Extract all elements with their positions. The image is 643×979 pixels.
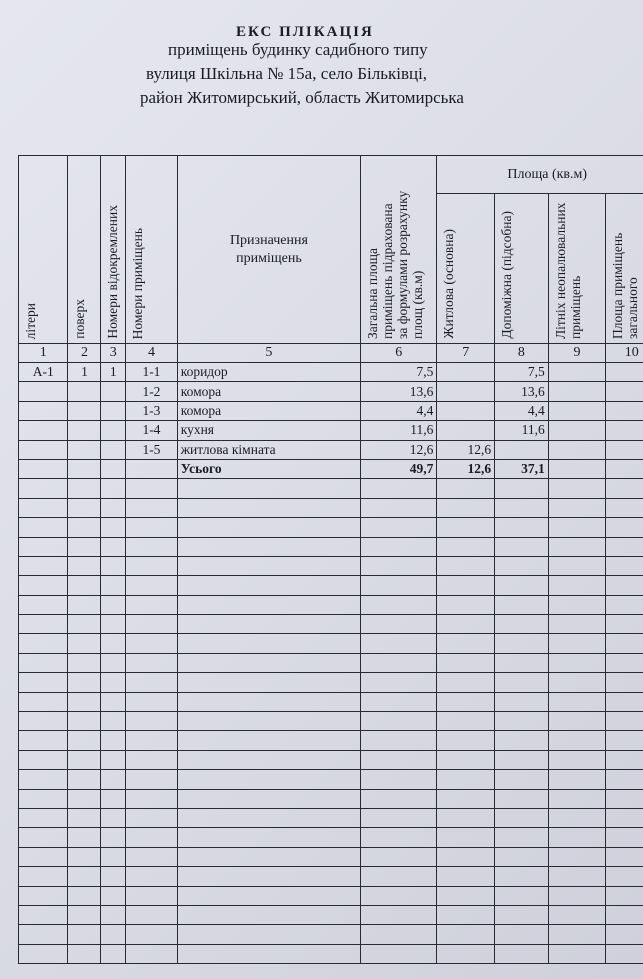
empty-row bbox=[19, 576, 643, 595]
empty-row bbox=[19, 673, 643, 692]
col-header-room: Номери приміщень bbox=[126, 156, 178, 344]
empty-row bbox=[19, 789, 643, 808]
total-label: Усього bbox=[177, 459, 360, 478]
empty-row bbox=[19, 653, 643, 672]
total-living: 12,6 bbox=[437, 459, 495, 478]
empty-row bbox=[19, 944, 643, 963]
table-row: 1-5 житлова кімната 12,6 12,6 bbox=[19, 440, 643, 459]
empty-row bbox=[19, 847, 643, 866]
col-header-summer: Літніх неопалювальних приміщень bbox=[548, 194, 606, 344]
empty-row bbox=[19, 808, 643, 827]
empty-row bbox=[19, 595, 643, 614]
table-row: А-1 1 1 1-1 коридор 7,5 7,5 bbox=[19, 363, 643, 382]
col-header-floor: поверх bbox=[68, 156, 101, 344]
empty-row bbox=[19, 886, 643, 905]
empty-row bbox=[19, 556, 643, 575]
document-title: ЕКС ПЛІКАЦІЯ bbox=[236, 24, 374, 40]
empty-row bbox=[19, 905, 643, 924]
empty-row bbox=[19, 712, 643, 731]
empty-row bbox=[19, 615, 643, 634]
col-header-common: Площа приміщень загального bbox=[606, 194, 643, 344]
table-row: 1-3 комора 4,4 4,4 bbox=[19, 401, 643, 420]
header-line-2: вулиця Шкільна № 15а, село Більківці, bbox=[146, 64, 428, 83]
total-aux: 37,1 bbox=[495, 459, 549, 478]
header-line-3: район Житомирський, область Житомирська bbox=[140, 88, 464, 107]
table-row: 1-2 комора 13,6 13,6 bbox=[19, 382, 643, 401]
empty-row bbox=[19, 634, 643, 653]
empty-row bbox=[19, 731, 643, 750]
empty-row bbox=[19, 770, 643, 789]
col-header-area-group: Площа (кв.м) bbox=[437, 156, 643, 194]
empty-row bbox=[19, 750, 643, 769]
header-line-1: приміщень будинку садибного типу bbox=[168, 40, 428, 59]
empty-row bbox=[19, 518, 643, 537]
explication-table bbox=[18, 155, 643, 964]
empty-row bbox=[19, 498, 643, 517]
empty-row bbox=[19, 867, 643, 886]
total-row bbox=[19, 459, 643, 478]
total-area: 49,7 bbox=[361, 459, 437, 478]
empty-row bbox=[19, 925, 643, 944]
col-header-total-area: Загальна площа приміщень підрахована за формулами розрахунку площ (кв.м) bbox=[361, 156, 437, 344]
explication-sheet bbox=[18, 155, 643, 979]
col-header-living: Житлова (основна) bbox=[437, 194, 495, 344]
empty-row bbox=[19, 479, 643, 498]
empty-row bbox=[19, 692, 643, 711]
col-header-auxiliary: Допоміжна (підсобна) bbox=[495, 194, 549, 344]
column-number-row: 1 2 3 4 5 6 7 8 9 10 bbox=[19, 344, 643, 363]
col-header-liter: літери bbox=[19, 156, 68, 344]
table-row: 1-4 кухня 11,6 11,6 bbox=[19, 421, 643, 440]
empty-row bbox=[19, 828, 643, 847]
col-header-separate: Номери відокремлених bbox=[101, 156, 126, 344]
empty-row bbox=[19, 537, 643, 556]
col-header-purpose: Призначення приміщень bbox=[177, 156, 360, 344]
